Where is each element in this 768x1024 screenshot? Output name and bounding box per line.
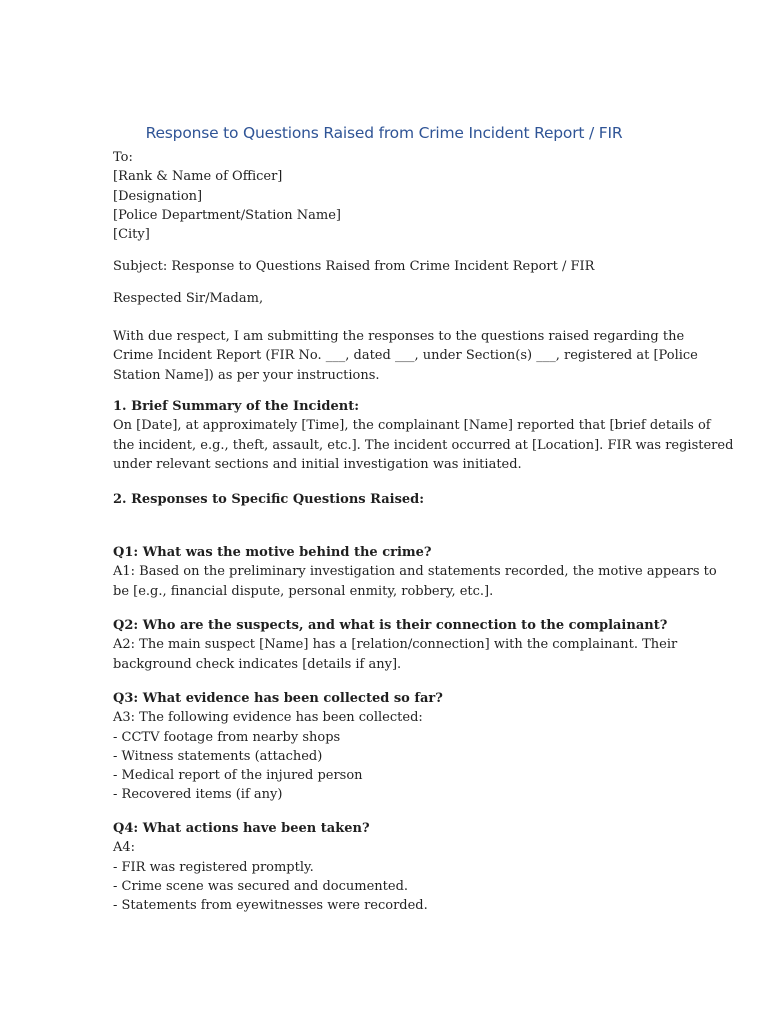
- list-item: - FIR was registered promptly.: [113, 859, 314, 875]
- address-to: To:: [113, 150, 133, 165]
- recipient-address: [113, 148, 658, 244]
- list-item: - CCTV footage from nearby shops: [113, 729, 341, 745]
- answer-intro: A3: The following evidence has been collected:: [113, 710, 423, 726]
- question-1: [113, 543, 717, 601]
- list-item: - Medical report of the injured person: [113, 768, 363, 784]
- summary-line: the incident, e.g., theft, assault, etc.]. The incident occurred at [Location]. FIR was registered: [113, 437, 734, 453]
- address-designation: [Designation]: [113, 188, 203, 204]
- intro-line: With due respect, I am submitting the responses to the questions raised regarding the: [113, 329, 685, 344]
- document-title: Response to Questions Raised from Crime Incident Report / FIR: [145, 124, 623, 142]
- question-4: [113, 819, 658, 915]
- intro-line: Crime Incident Report (FIR No. ___, dated ___, under Section(s) ___, registered at [Police: [113, 348, 698, 364]
- intro-line: Station Name]) as per your instructions.: [113, 367, 380, 383]
- question-3: [113, 689, 658, 805]
- subject-line: Subject: Response to Questions Raised from Crime Incident Report / FIR: [113, 259, 595, 274]
- summary-line: On [Date], at approximately [Time], the complainant [Name] reported that [brief details of: [113, 418, 711, 434]
- answer-intro: A4:: [113, 840, 136, 856]
- salutation: Respected Sir/Madam,: [113, 291, 264, 306]
- section-incident-summary: [113, 397, 734, 474]
- answer-line: A2: The main suspect [Name] has a [relation/connection] with the complainant. Their: [113, 637, 678, 653]
- list-item: - Recovered items (if any): [113, 787, 283, 803]
- answer-line: A1: Based on the preliminary investigation and statements recorded, the motive appears to: [113, 564, 717, 580]
- list-item: - Witness statements (attached): [113, 748, 323, 764]
- section-heading: 2. Responses to Specific Questions Raised:: [113, 492, 425, 507]
- question-text: Q1: What was the motive behind the crime?: [113, 545, 432, 560]
- answer-line: background check indicates [details if any].: [113, 656, 402, 672]
- address-department: [Police Department/Station Name]: [113, 207, 341, 223]
- list-item: - Statements from eyewitnesses were recorded.: [113, 898, 428, 914]
- address-city: [City]: [113, 227, 150, 243]
- section-heading: 1. Brief Summary of the Incident:: [113, 399, 360, 414]
- list-item: - Crime scene was secured and documented.: [113, 878, 409, 894]
- answer-line: be [e.g., financial dispute, personal enmity, robbery, etc.].: [113, 583, 494, 599]
- section-responses: [113, 490, 658, 509]
- question-text: Q2: Who are the suspects, and what is their connection to the complainant?: [113, 618, 668, 633]
- question-text: Q3: What evidence has been collected so far?: [113, 691, 443, 706]
- address-rank-name: [Rank & Name of Officer]: [113, 169, 283, 185]
- summary-line: under relevant sections and initial investigation was initiated.: [113, 456, 522, 472]
- question-2: [113, 616, 678, 674]
- intro-paragraph: [113, 327, 698, 385]
- question-text: Q4: What actions have been taken?: [113, 821, 370, 836]
